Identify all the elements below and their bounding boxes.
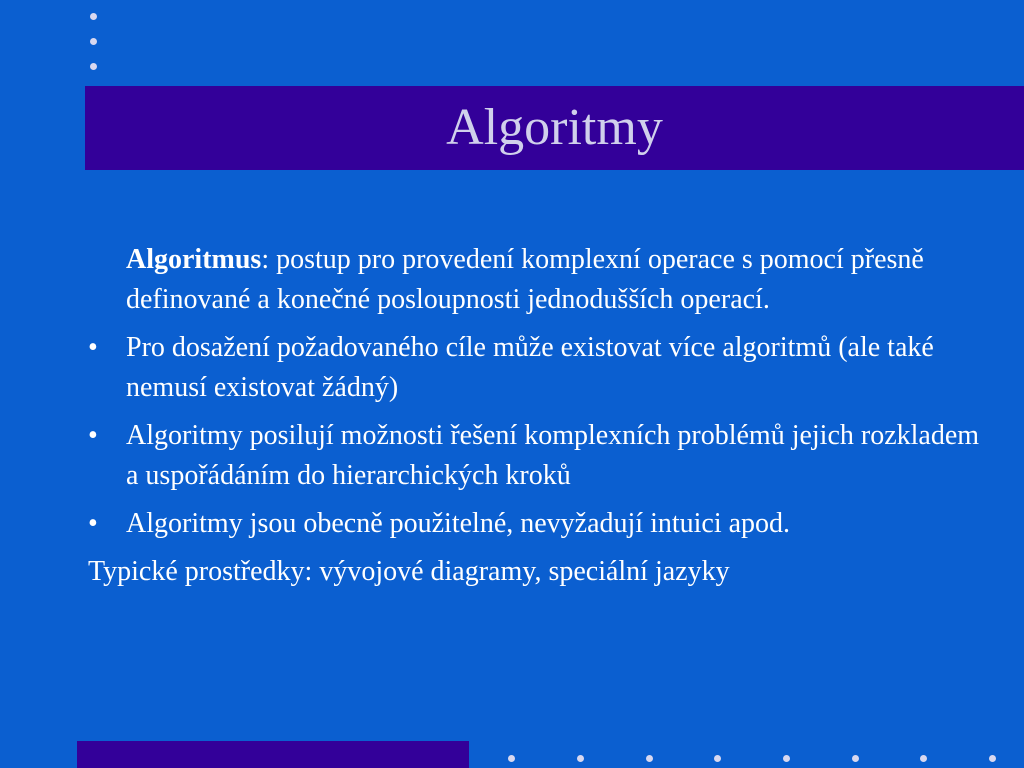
bullet-item-3 [88,504,988,544]
decor-dot-bottom-4 [714,755,721,762]
decor-dot-bottom-7 [920,755,927,762]
decor-dot-1 [90,13,97,20]
slide-title: Algoritmy [446,99,663,156]
decor-dot-bottom-8 [989,755,996,762]
bullet-mark: • [88,420,98,451]
definition-paragraph [126,240,988,320]
decor-dot-bottom-5 [783,755,790,762]
decor-dot-3 [90,63,97,70]
decor-dot-bottom-3 [646,755,653,762]
closing-paragraph: Typické prostředky: vývojové diagramy, speciální jazyky [88,556,730,587]
title-band [85,86,1024,170]
bullet-mark: • [88,332,98,363]
bullet-text-1: Pro dosažení požadovaného cíle může existovat více algoritmů (ale také nemusí existovat žádný) [126,332,934,403]
decor-dot-bottom-2 [577,755,584,762]
bullet-mark: • [88,508,98,539]
bullet-item-2 [88,416,988,496]
slide-content [88,240,988,592]
decor-dot-bottom-1 [508,755,515,762]
decor-dot-bottom-6 [852,755,859,762]
bullet-text-2: Algoritmy posilují možnosti řešení komplexních problémů jejich rozkladem a uspořádáním do hierarchických kroků [126,420,980,491]
definition-term: Algoritmus [126,244,262,275]
definition-text: : postup pro provedení komplexní operace s pomocí přesně definované a konečné posloupnosti jednodušších operací. [126,244,924,315]
bottom-band [77,741,469,768]
bullet-item-1 [88,328,988,408]
decor-dot-2 [90,38,97,45]
bullet-text-3: Algoritmy jsou obecně použitelné, nevyžadují intuici apod. [126,508,791,539]
